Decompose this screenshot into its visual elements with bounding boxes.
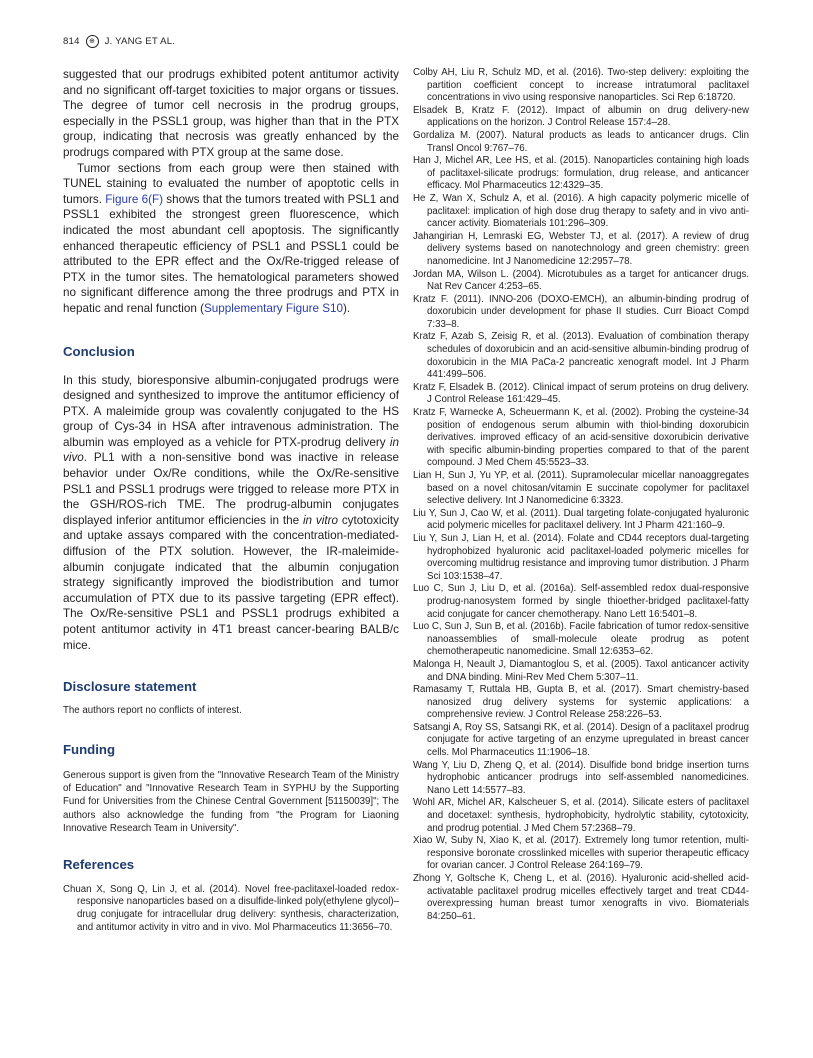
reference-item: Zhong Y, Goltsche K, Cheng L, et al. (2016). Hyaluronic acid-shelled acid-activatable paclitaxel prodrug micelles effectively target and treat CD44-overexpressing human breast tumor xenografts in vivo. Biomaterials 84:250–61. <box>413 873 749 922</box>
reference-item: Colby AH, Liu R, Schulz MD, et al. (2016). Two-step delivery: exploiting the partition coefficient concept to increase intratumoral paclitaxel concentrations in vivo using responsive nanoparticles. Sci Rep 6:18720. <box>413 67 749 104</box>
reference-item: Elsadek B, Kratz F. (2012). Impact of albumin on drug delivery-new applications on the horizon. J Control Release 157:4–28. <box>413 104 749 129</box>
text-run: ). <box>343 301 351 315</box>
reference-item: Wang Y, Liu D, Zheng Q, et al. (2014). Disulfide bond bridge insertion turns hydrophobic anticancer prodrugs into self-assembled nanomedicines. Nano Lett 14:5577–83. <box>413 759 749 796</box>
reference-item: Luo C, Sun J, Sun B, et al. (2016b). Facile fabrication of tumor redox-sensitive nanoassemblies of small-molecule oleate prodrug as potent chemotherapeutic nanomedicine. Small 12:6353–62. <box>413 621 749 658</box>
page-number: 814 <box>63 35 80 47</box>
reference-item: Lian H, Sun J, Yu YP, et al. (2011). Supramolecular micellar nanoaggregates based on a novel chitosan/vitamin E succinate copolymer for paclitaxel selective delivery. Int J Nanomedicine 6:3323. <box>413 470 749 507</box>
reference-item: Jahangirian H, Lemraski EG, Webster TJ, et al. (2017). A review of drug delivery systems based on nanotechnology and green chemistry: green nanomedicine. Int J Nanomedicine 12:2957–78. <box>413 230 749 267</box>
right-column-references <box>413 67 749 923</box>
funding-heading: Funding <box>63 742 115 758</box>
paragraph-results-end: suggested that our prodrugs exhibited potent antitumor activity and no significant off-target toxicities to major organs or tissues. The degree of tumor cell necrosis in the prodrug groups, especially in the PSSL1 group, was higher than that in the PTX group, indicating that necrosis was greatly enhanced by the prodrugs compared with PTX group at the same dose. <box>63 68 399 159</box>
reference-item: Luo C, Sun J, Liu D, et al. (2016a). Self-assembled redox dual-responsive prodrug-nanosystem formed by single thioether-bridged paclitaxel-fatty acid conjugate for cancer chemotherapy. Nano Lett 16:5401–8. <box>413 583 749 620</box>
reference-item: Jordan MA, Wilson L. (2004). Microtubules as a target for anticancer drugs. Nat Rev Cancer 4:253–65. <box>413 268 749 293</box>
references-heading: References <box>63 856 135 872</box>
supplementary-figure-link[interactable]: Supplementary Figure S10 <box>204 301 344 315</box>
figure-6f-link[interactable]: Figure 6(F) <box>105 192 164 206</box>
reference-item: Han J, Michel AR, Lee HS, et al. (2015). Nanoparticles containing high loads of paclitaxel-silicate prodrugs: formulation, drug release, and anticancer efficacy. Mol Pharmaceutics 12:4329–35. <box>413 155 749 192</box>
text-run: cytotoxicity and uptake assays compared with the concentration-mediated-diffusion of the PTX solution. However, the IR-maleimide-albumin conjugate indicated that the albumin conjugation strategy significantly improved the biodistribution and tumor accumulation of PTX due to its passive targeting (EPR effect). The Ox/Re-sensitive PSL1 and PSSL1 prodrugs exhibited a potent antitumor activity in 4T1 breast cancer-bearing BALB/c mice. <box>63 513 399 652</box>
text-run-italic: in vitro <box>302 513 338 527</box>
reference-item: Xiao W, Suby N, Xiao K, et al. (2017). Extremely long tumor retention, multi-responsive boronate crosslinked micelles with superior therapeutic efficacy for ovarian cancer. J Control Release 264:169–79. <box>413 835 749 872</box>
reference-item: Ramasamy T, Ruttala HB, Gupta B, et al. (2017). Smart chemistry-based nanosized drug delivery systems for systemic applications: a comprehensive review. J Control Release 258:226–53. <box>413 684 749 721</box>
reference-item: He Z, Wan X, Schulz A, et al. (2016). A high capacity polymeric micelle of paclitaxel: implication of high dose drug therapy to safety and in vivo anti-cancer activity. Biomaterials 101:296–309. <box>413 192 749 230</box>
paragraph-conclusion <box>63 373 399 654</box>
conclusion-heading: Conclusion <box>63 343 135 359</box>
text-run: In this study, bioresponsive albumin-conjugated prodrugs were designed and synthesized to improve the antitumor efficiency of PTX. A maleimide group was covalently conjugated to the HS group of Cys-34 in HSA after intravenous administration. The albumin was employed as a vehicle for PTX-prodrug delivery <box>63 373 399 449</box>
reference-item: Kratz F, Warnecke A, Scheuermann K, et al. (2002). Probing the cysteine-34 position of endogenous serum albumin with thiol-binding doxorubicin derivatives. improved efficacy of an acid-sensitive doxorubicin derivative with specific albumin-binding properties compared to that of the parent compound. J Med Chem 45:5523–33. <box>413 407 749 469</box>
disclosure-heading: Disclosure statement <box>63 679 197 695</box>
paragraph-tunel <box>63 161 399 317</box>
reference-chuan: Chuan X, Song Q, Lin J, et al. (2014). Novel free-paclitaxel-loaded redox-responsive nanoparticles based on a disulfide-linked poly(ethylene glycol)–drug conjugate for intracellular drug delivery: synthesis, characterization, and antitumor activity in vitro and in vivo. Mol Pharmaceutics 11:3656–70. <box>63 883 399 933</box>
funding-text: Generous support is given from the "Innovative Research Team of the Ministry of Education" and "Innovative Research Team in SYPHU by the Supporting Fund for Universities from the Chinese Central Government [51150039]"; The authors also acknowledge the funding from "the Program for Liaoning Innovative Research Team in University". <box>63 770 399 834</box>
reference-item: Malonga H, Neault J, Diamantoglou S, et al. (2005). Taxol anticancer activity and DNA binding. Mini-Rev Med Chem 5:307–11. <box>413 658 749 683</box>
journal-logo-icon: ⊕ <box>86 35 99 48</box>
text-run: shows that the tumors treated with PSL1 and PSSL1 exhibited the strongest green fluorescence, which indicated the most abundant cell apoptosis. The significantly enhanced therapeutic efficiency of PSL1 and PSSL1 could be attributed to the EPR effect and the Ox/Re-trigged release of PTX in the tumor sites. The hematological parameters showed no significant difference among the three prodrugs and PTX in hepatic and renal function ( <box>63 192 399 315</box>
running-authors: J. YANG ET AL. <box>104 35 176 47</box>
running-header <box>63 33 175 49</box>
text-run: . PL1 with a non-sensitive bond was inactive in release behavior under Ox/Re conditions, while the Ox/Re-sensitive PSL1 and PSSL1 prodrugs were trigged to release more PTX in the GSH/ROS-rich TME. The prodrug-albumin conjugates displayed inferior antitumor efficiencies in the <box>63 451 399 527</box>
text-run: Tumor sections from each group were then stained with TUNEL staining to evaluated the number of apoptotic cells in tumors. <box>63 161 399 206</box>
reference-item: Kratz F. (2011). INNO-206 (DOXO-EMCH), an albumin-binding prodrug of doxorubicin under development for phase II studies. Curr Bioact Compd 7:33–8. <box>413 293 749 330</box>
reference-item: Satsangi A, Roy SS, Satsangi RK, et al. (2014). Design of a paclitaxel prodrug conjugate for active targeting of an enzyme upregulated in breast cancer cells. Mol Pharmaceutics 11:1906–18. <box>413 721 749 759</box>
left-column <box>63 67 399 934</box>
disclosure-text: The authors report no conflicts of interest. <box>63 705 242 717</box>
reference-item: Kratz F, Azab S, Zeisig R, et al. (2013). Evaluation of combination therapy schedules of doxorubicin and an acid-sensitive albumin-binding prodrug of doxorubicin in the MIA PaCa-2 pancreatic xenograft model. Int J Pharm 441:499–506. <box>413 331 749 381</box>
reference-item: Liu Y, Sun J, Lian H, et al. (2014). Folate and CD44 receptors dual-targeting hydrophobized hyaluronic acid paclitaxel-loaded polymeric micelles for overcoming multidrug resistance and improving tumor distribution. J Pharm Sci 103:1538–47. <box>413 532 749 582</box>
reference-item: Gordaliza M. (2007). Natural products as leads to anticancer drugs. Clin Transl Oncol 9:767–76. <box>413 129 749 154</box>
text-run-italic: in vivo <box>63 435 399 465</box>
reference-item: Liu Y, Sun J, Cao W, et al. (2011). Dual targeting folate-conjugated hyaluronic acid polymeric micelles for paclitaxel delivery. Int J Pharm 421:160–9. <box>413 507 749 532</box>
reference-item: Kratz F, Elsadek B. (2012). Clinical impact of serum proteins on drug delivery. J Control Release 161:429–45. <box>413 381 749 406</box>
reference-item: Wohl AR, Michel AR, Kalscheuer S, et al. (2014). Silicate esters of paclitaxel and docetaxel: synthesis, hydrophobicity, hydrolytic stability, cytotoxicity, and prodrug potential. J Med Chem 57:2368–79. <box>413 797 749 834</box>
